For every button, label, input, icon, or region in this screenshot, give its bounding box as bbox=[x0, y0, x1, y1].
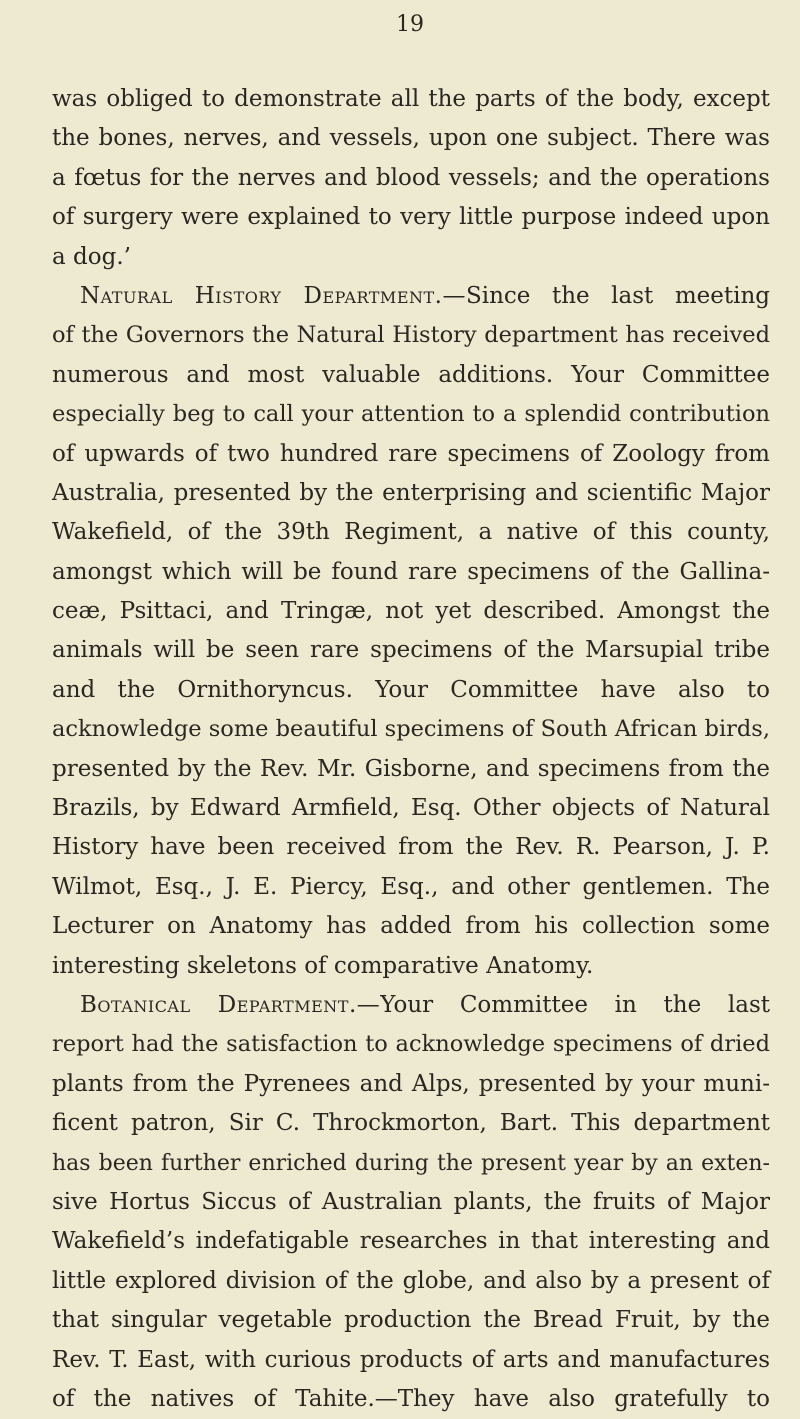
text-line: of upwards of two hundred rare specimens of Zoology from bbox=[52, 440, 770, 467]
text-line: Brazils, by Edward Armfield, Esq. Other objects of Natural bbox=[52, 795, 770, 822]
text-line: interesting skeletons of comparative Anatomy. bbox=[52, 952, 594, 979]
section-start-line bbox=[52, 986, 770, 1025]
text-line: a dog.’ bbox=[52, 243, 131, 270]
text-line: sive Hortus Siccus of Australian plants, the fruits of Major bbox=[52, 1188, 770, 1215]
text-line: Wakefield, of the 39th Regiment, a native of this county, bbox=[52, 519, 770, 546]
text-line: a fœtus for the nerves and blood vessels; and the operations bbox=[52, 164, 770, 191]
text-line: and the Ornithoryncus. Your Committee have also to bbox=[52, 676, 770, 703]
text-line: report had the satisfaction to acknowledge specimens of dried bbox=[52, 1031, 770, 1058]
text-line: that singular vegetable production the Bread Fruit, by the bbox=[52, 1307, 770, 1334]
text-line: ficent patron, Sir C. Throckmorton, Bart. This department bbox=[52, 1110, 770, 1137]
text-line: has been further enriched during the present year by an exten- bbox=[52, 1150, 770, 1176]
text-line: Wakefield’s indefatigable researches in that interesting and bbox=[52, 1228, 770, 1255]
body-text bbox=[52, 80, 770, 1419]
text-line: of surgery were explained to very little purpose indeed upon bbox=[52, 204, 770, 231]
section-heading-botanical: Botanical Department.— bbox=[80, 991, 381, 1018]
text-line: plants from the Pyrenees and Alps, presented by your muni- bbox=[52, 1070, 770, 1097]
section-heading-natural-history: Natural History Department.— bbox=[80, 282, 466, 309]
text-line: Wilmot, Esq., J. E. Piercy, Esq., and other gentlemen. The bbox=[52, 873, 770, 900]
text-line: especially beg to call your attention to a splendid contribution bbox=[52, 401, 770, 428]
text-line: of the Governors the Natural History department has received bbox=[52, 322, 770, 349]
text-line: amongst which will be found rare specimens of the Gallina- bbox=[52, 558, 770, 585]
text-line: Rev. T. East, with curious products of arts and manufactures bbox=[52, 1346, 770, 1373]
text-line: animals will be seen rare specimens of the Marsupial tribe bbox=[52, 637, 770, 664]
text-line: Australia, presented by the enterprising and scientific Major bbox=[52, 479, 770, 506]
page-number: 19 bbox=[396, 12, 424, 37]
text-line: acknowledge some beautiful specimens of South African birds, bbox=[52, 716, 770, 743]
text-line: presented by the Rev. Mr. Gisborne, and specimens from the bbox=[52, 755, 770, 782]
text-fragment: Your Committee in the last bbox=[380, 991, 770, 1018]
text-line: the bones, nerves, and vessels, upon one subject. There was bbox=[52, 125, 770, 152]
text-line: of the natives of Tahite.—They have also gratefully to bbox=[52, 1385, 770, 1412]
text-line: History have been received from the Rev. R. Pearson, J. P. bbox=[52, 834, 770, 861]
text-line: Lecturer on Anatomy has added from his collection some bbox=[52, 913, 770, 940]
text-line: numerous and most valuable additions. Your Committee bbox=[52, 361, 770, 388]
text-line: ceæ, Psittaci, and Tringæ, not yet described. Amongst the bbox=[52, 598, 770, 625]
text-line: was obliged to demonstrate all the parts of the body, except bbox=[52, 86, 770, 112]
text-line: little explored division of the globe, and also by a present of bbox=[52, 1267, 770, 1294]
section-start-line bbox=[52, 277, 770, 316]
text-fragment: Since the last meeting bbox=[465, 282, 770, 309]
